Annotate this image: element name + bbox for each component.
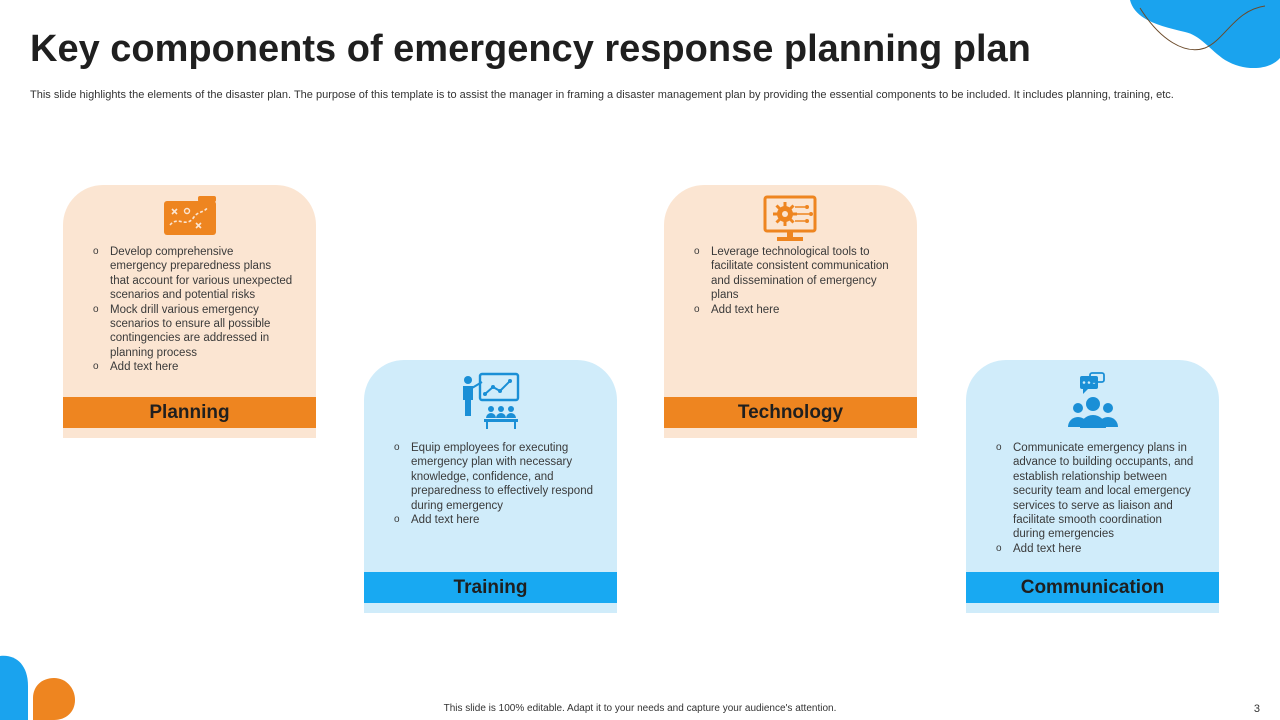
list-item: o Add text here [996,542,1196,556]
card-label-technology: Technology [664,397,917,428]
card-label-planning: Planning [63,397,316,428]
card-communication [966,360,1219,613]
slide-subtitle: This slide highlights the elements of the disaster plan. The purpose of this template is to assist the manager in framing a disaster management plan by providing the essential components to be included. It includes planning, training, etc. [30,89,1174,101]
card-planning [63,185,316,438]
decorative-blob-top-right [1130,0,1280,70]
list-item: o Add text here [394,513,594,527]
page-number: 3 [1253,703,1260,715]
list-item: o Develop comprehensive emergency preparedness plans that account for various unexpected scenarios and potential risks [93,245,293,303]
list-item: o Communicate emergency plans in advance to building occupants, and establish relationship between security team and local emergency services to serve as liaison and facilitate smooth coordination during emergencies [996,441,1196,542]
technology-bullet-list [694,245,894,317]
card-technology [664,185,917,438]
list-item: o Leverage technological tools to facilitate consistent communication and dissemination of emergency plans [694,245,894,303]
list-item: o Add text here [93,360,293,374]
group-chat-icon [1062,372,1124,430]
slide-title: Key components of emergency response planning plan [30,28,1031,70]
list-item: o Equip employees for executing emergency plan with necessary knowledge, confidence, and preparedness to effectively respond during emergency [394,441,594,513]
list-item: o Mock drill various emergency scenarios to ensure all possible contingencies are addressed in planning process [93,303,293,361]
list-item: o Add text here [694,303,894,317]
communication-bullet-list [996,441,1196,556]
slide-footer: This slide is 100% editable. Adapt it to your needs and capture your audience's attention. [443,703,837,714]
planning-bullet-list [93,245,293,375]
monitor-gear-icon [761,195,821,243]
presentation-audience-icon [460,372,522,430]
card-training [364,360,617,613]
card-label-training: Training [364,572,617,603]
card-label-communication: Communication [966,572,1219,603]
training-bullet-list [394,441,594,527]
map-strategy-icon [160,195,220,239]
